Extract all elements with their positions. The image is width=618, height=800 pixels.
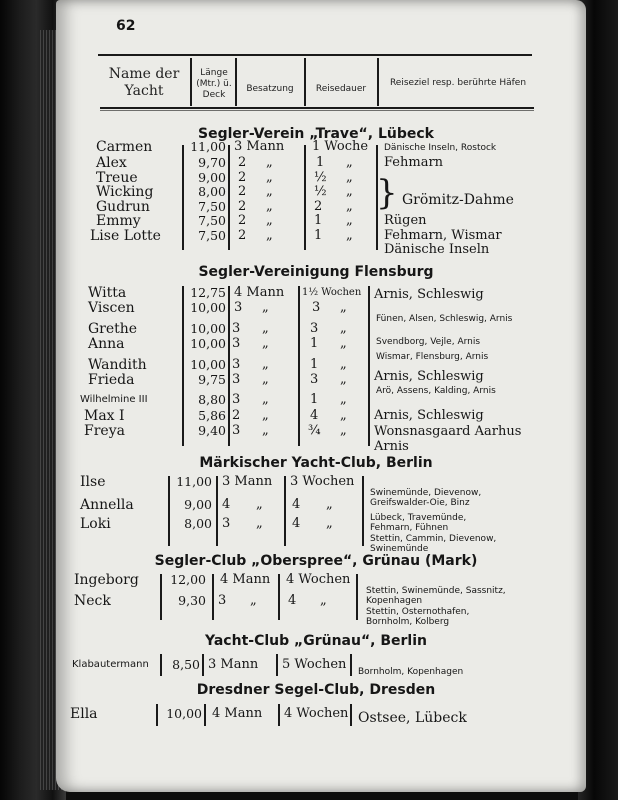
yacht-name: Witta (88, 285, 127, 301)
yacht-crew: 4 Mann (220, 572, 271, 587)
yacht-name: Freya (84, 423, 125, 439)
trip-duration: 1½ Wochen (302, 287, 362, 298)
yacht-name: Grethe (88, 321, 138, 337)
trip-duration: 1 Woche (312, 139, 369, 154)
yacht-name: Emmy (96, 213, 141, 229)
header-destination: Reiseziel resp. berührte Häfen (389, 78, 527, 88)
yacht-length: 11,00 (190, 139, 226, 154)
destination: Stettin, Cammin, Dievenow, Swinemünde (370, 534, 497, 554)
table-row (0, 242, 618, 258)
trip-duration: 1 (310, 357, 319, 372)
yacht-crew: 4 Mann (234, 285, 285, 300)
yacht-name: Alex (96, 155, 127, 171)
yacht-length: 8,00 (184, 516, 212, 531)
yacht-name: Viscen (88, 300, 135, 316)
yacht-crew: 3 Mann (234, 139, 285, 154)
destination: Fehmarn (384, 155, 444, 170)
ditto-mark: „ (266, 199, 273, 214)
table-row (0, 213, 618, 229)
ditto-mark: „ (256, 497, 263, 512)
yacht-name: Gudrun (96, 199, 150, 215)
trip-duration: 1 (314, 228, 323, 243)
yacht-crew: 3 (218, 593, 227, 608)
yacht-length: 12,00 (170, 572, 206, 587)
yacht-name: Anna (88, 336, 125, 352)
destination: Dänische Inseln, Rostock (384, 143, 497, 153)
header-length: Länge (Mtr.) ü. Deck (196, 68, 232, 100)
ditto-mark: „ (346, 184, 353, 199)
yacht-length: 8,00 (198, 184, 226, 199)
destination: Rügen (384, 213, 427, 228)
yacht-length: 9,70 (198, 155, 226, 170)
header-divider-4 (377, 58, 379, 106)
ditto-mark: „ (340, 408, 347, 423)
yacht-name: Klabautermann (72, 659, 149, 670)
trip-duration: ½ (314, 170, 327, 185)
ditto-mark: „ (340, 300, 347, 315)
yacht-crew: 3 (232, 321, 241, 336)
yacht-length: 10,00 (190, 300, 226, 315)
table-row (0, 657, 618, 677)
trip-duration: 3 (310, 372, 319, 387)
yacht-crew: 3 (222, 516, 231, 531)
ditto-mark: „ (340, 392, 347, 407)
ditto-mark: „ (346, 155, 353, 170)
yacht-name: Ingeborg (74, 572, 139, 588)
grouping-brace: } (376, 173, 398, 213)
trip-duration: 3 (310, 321, 319, 336)
table-row (0, 516, 618, 554)
yacht-name: Neck (74, 593, 111, 609)
ditto-mark: „ (326, 516, 333, 531)
header-duration: Reisedauer (315, 84, 367, 94)
yacht-length: 9,30 (178, 593, 206, 608)
yacht-crew: 3 Mann (208, 657, 259, 672)
ditto-mark: „ (340, 423, 347, 438)
ditto-mark: „ (262, 392, 269, 407)
yacht-length: 7,50 (198, 213, 226, 228)
destination: Grömitz-Dahme (402, 192, 514, 208)
trip-duration: 1 (316, 155, 325, 170)
ditto-mark: „ (266, 184, 273, 199)
yacht-length: 9,75 (198, 372, 226, 387)
yacht-length: 8,80 (198, 392, 226, 407)
ditto-mark: „ (266, 155, 273, 170)
trip-duration: 4 (292, 497, 301, 512)
yacht-length: 10,00 (190, 321, 226, 336)
yacht-crew: 2 (238, 170, 247, 185)
destination: Stettin, Swinemünde, Sassnitz, Kopenhagen (366, 586, 506, 606)
yacht-name: Ella (70, 706, 98, 722)
header-inner-rule (100, 110, 534, 111)
table-row (0, 139, 618, 155)
trip-duration: 1 (314, 213, 323, 228)
yacht-length: 7,50 (198, 228, 226, 243)
yacht-length: 9,00 (184, 497, 212, 512)
yacht-crew: 3 Mann (222, 474, 273, 489)
yacht-name: Lise Lotte (90, 228, 161, 244)
destination: Arnis, Schleswig (374, 408, 484, 423)
ditto-mark: „ (262, 372, 269, 387)
yacht-name: Wilhelmine III (80, 394, 148, 405)
yacht-name: Loki (80, 516, 111, 532)
ditto-mark: „ (346, 170, 353, 185)
destination: Arnis, Schleswig (374, 287, 484, 302)
yacht-name: Wandith (88, 357, 147, 373)
yacht-crew: 2 (238, 199, 247, 214)
trip-duration: 4 (292, 516, 301, 531)
header-divider-2 (235, 58, 237, 106)
ditto-mark: „ (262, 300, 269, 315)
yacht-name: Frieda (88, 372, 135, 388)
yacht-name: Treue (96, 170, 138, 186)
yacht-length: 10,00 (190, 336, 226, 351)
ditto-mark: „ (320, 593, 327, 608)
trip-duration: ¾ (308, 423, 321, 438)
club-title: Segler-Vereinigung Flensburg (198, 264, 434, 280)
destination: Dänische Inseln (384, 242, 490, 257)
ditto-mark: „ (266, 213, 273, 228)
yacht-length: 9,00 (198, 170, 226, 185)
ditto-mark: „ (266, 228, 273, 243)
yacht-crew: 3 (234, 300, 243, 315)
yacht-length: 9,40 (198, 423, 226, 438)
yacht-crew: 3 (232, 336, 241, 351)
trip-duration: 4 (288, 593, 297, 608)
club-title: Dresdner Segel-Club, Dresden (196, 682, 436, 698)
yacht-crew: 3 (232, 423, 241, 438)
page-number: 62 (116, 18, 136, 34)
table-row (0, 372, 618, 396)
trip-duration: 2 (314, 199, 323, 214)
trip-duration: 4 Wochen (284, 706, 349, 721)
club-title: Yacht-Club „Grünau“, Berlin (205, 633, 427, 649)
yacht-length: 10,00 (166, 706, 202, 721)
yacht-crew: 4 Mann (212, 706, 263, 721)
header-top-rule (98, 54, 532, 56)
yacht-crew: 3 (232, 357, 241, 372)
ditto-mark: „ (250, 593, 257, 608)
table-row (0, 593, 618, 627)
ditto-mark: „ (346, 199, 353, 214)
ditto-mark: „ (340, 372, 347, 387)
table-row (0, 155, 618, 171)
ditto-mark: „ (266, 170, 273, 185)
yacht-length: 5,86 (198, 408, 226, 423)
destination: Arö, Assens, Kalding, Arnis (376, 386, 496, 396)
ditto-mark: „ (262, 321, 269, 336)
ditto-mark: „ (346, 228, 353, 243)
destination: Wonsnasgaard Aarhus (374, 424, 522, 439)
ditto-mark: „ (326, 497, 333, 512)
destination: Arnis (374, 439, 409, 454)
trip-duration: 4 Wochen (286, 572, 351, 587)
ditto-mark: „ (340, 357, 347, 372)
destination: Lübeck, Travemünde, Fehmarn, Fühnen (370, 513, 467, 533)
trip-duration: 1 (310, 336, 319, 351)
trip-duration: 3 Wochen (290, 474, 355, 489)
header-divider-3 (304, 58, 306, 106)
yacht-name: Annella (80, 497, 134, 513)
ditto-mark: „ (262, 357, 269, 372)
trip-duration: ½ (314, 184, 327, 199)
header-crew: Besatzung (246, 84, 294, 94)
table-row (0, 285, 618, 301)
yacht-length: 8,50 (172, 657, 200, 672)
destination: Fünen, Alsen, Schleswig, Arnis (376, 314, 513, 324)
yacht-crew: 4 (222, 497, 231, 512)
ditto-mark: „ (262, 408, 269, 423)
ditto-mark: „ (256, 516, 263, 531)
ditto-mark: „ (262, 336, 269, 351)
yacht-length: 12,75 (190, 285, 226, 300)
destination: Ostsee, Lübeck (358, 710, 467, 726)
yacht-name: Carmen (96, 139, 153, 155)
yacht-crew: 2 (238, 228, 247, 243)
header-name: Name der Yacht (108, 66, 180, 99)
destination: Bornholm, Kopenhagen (358, 667, 464, 677)
table-row (0, 423, 618, 454)
table-row (0, 706, 618, 726)
ditto-mark: „ (340, 321, 347, 336)
club-title: Segler-Verein „Trave“, Lübeck (198, 126, 434, 142)
table-row (0, 336, 618, 362)
header-divider-1 (190, 58, 192, 106)
yacht-crew: 2 (238, 184, 247, 199)
yacht-length: 11,00 (176, 474, 212, 489)
trip-duration: 4 (310, 408, 319, 423)
yacht-name: Wicking (96, 184, 154, 200)
ditto-mark: „ (346, 213, 353, 228)
yacht-length: 7,50 (198, 199, 226, 214)
trip-duration: 1 (310, 392, 319, 407)
ditto-mark: „ (262, 423, 269, 438)
destination: Wismar, Flensburg, Arnis (376, 352, 489, 362)
yacht-crew: 3 (232, 392, 241, 407)
yacht-crew: 2 (238, 213, 247, 228)
yacht-length: 10,00 (190, 357, 226, 372)
club-title: Segler-Club „Oberspree“, Grünau (Mark) (154, 553, 478, 569)
yacht-name: Max I (84, 408, 125, 424)
destination: Arnis, Schleswig (374, 369, 484, 384)
destination: Fehmarn, Wismar (384, 228, 502, 243)
trip-duration: 3 (312, 300, 321, 315)
yacht-crew: 2 (232, 408, 241, 423)
club-title: Märkischer Yacht-Club, Berlin (199, 455, 433, 471)
ditto-mark: „ (340, 336, 347, 351)
yacht-name: Ilse (80, 474, 106, 490)
trip-duration: 5 Wochen (282, 657, 347, 672)
yacht-crew: 3 (232, 372, 241, 387)
table-row (0, 300, 618, 324)
destination: Svendborg, Vejle, Arnis (376, 337, 481, 347)
destination: Stettin, Osternothafen, Bornholm, Kolberg (366, 607, 470, 627)
yacht-crew: 2 (238, 155, 247, 170)
header-bottom-rule (100, 107, 534, 109)
destination: Swinemünde, Dievenow, Greifswalder-Oie, Binz (370, 488, 482, 508)
